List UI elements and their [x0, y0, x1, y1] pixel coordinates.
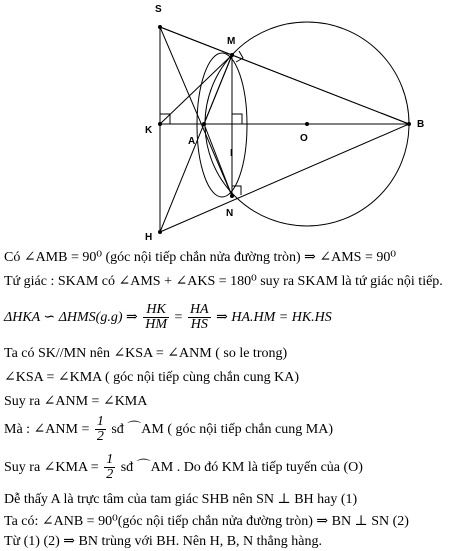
label-k: K	[145, 125, 153, 136]
frac-den: HS	[190, 317, 208, 333]
label-o: O	[300, 133, 308, 144]
frac-num: 1	[106, 452, 114, 468]
geometry-figure	[0, 0, 474, 245]
right-angle-n	[232, 186, 241, 195]
similar-triangles: ΔHKA ∽ ΔHMS(g.g) ⇒	[4, 310, 138, 325]
label-m: M	[227, 36, 236, 47]
frac-num: HA	[189, 302, 209, 318]
fraction-ha-hs	[188, 303, 211, 332]
frac-num: HK	[143, 303, 169, 318]
line-sm	[160, 27, 232, 55]
frac-den: 2	[106, 467, 114, 483]
label-a: A	[188, 136, 196, 147]
line-mb	[232, 55, 409, 124]
label-s: S	[155, 4, 162, 15]
text-line-10: Ta có: ∠ANB = 90⁰(góc nội tiếp chắn nửa đường tròn) ⇒ BN ⊥ SN (2)	[4, 514, 409, 529]
fraction-half	[95, 415, 106, 444]
label-b: B	[417, 119, 425, 130]
frac-num: 1	[96, 414, 104, 430]
line-8-start: Suy ra ∠KMA =	[4, 460, 99, 475]
line-sn	[160, 27, 232, 196]
text-line-9: Dễ thấy A là trực tâm của tam giác SHB nên SN ⊥ BH hay (1)	[4, 492, 358, 507]
right-angle-i	[232, 114, 242, 124]
text-line-1: Có ∠AMB = 90⁰ (góc nội tiếp chắn nửa đường tròn) ⇒ ∠AMS = 90⁰	[4, 250, 396, 265]
line-8-end: sđ ⌒AM . Do đó KM là tiếp tuyến của (O)	[120, 460, 363, 475]
text-line-2: Tứ giác : SKAM có ∠AMS + ∠AKS = 180⁰ suy ra SKAM là tứ giác nội tiếp.	[4, 274, 443, 289]
frac-den: 2	[96, 429, 104, 445]
label-h: H	[145, 232, 153, 243]
label-n: N	[226, 208, 234, 219]
frac-den: HM	[145, 317, 168, 333]
text-line-5: ∠KSA = ∠KMA ( góc nội tiếp cùng chắn cung KA)	[4, 370, 299, 385]
label-i: I	[230, 148, 233, 159]
text-line-11: Từ (1) (2) ⇒ BN trùng với BH. Nên H, B, N thẳng hàng.	[4, 534, 322, 549]
text-line-4: Ta có SK//MN nên ∠KSA = ∠ANM ( so le trong)	[4, 346, 288, 361]
line-7-start: Mà : ∠ANM =	[4, 422, 90, 437]
line-km	[160, 55, 232, 124]
text-line-8	[4, 452, 363, 484]
fraction-half	[104, 453, 115, 482]
equals-sign: =	[174, 310, 183, 325]
line-7-end: sđ ⌒AM ( góc nội tiếp chắn cung MA)	[111, 422, 333, 437]
text-line-6: Suy ra ∠ANM = ∠KMA	[4, 394, 148, 409]
fraction-hk-hm	[143, 303, 169, 332]
text-line-3	[4, 302, 332, 334]
text-line-7	[4, 414, 333, 446]
product-equality: ⇒ HA.HM = HK.HS	[216, 310, 332, 325]
